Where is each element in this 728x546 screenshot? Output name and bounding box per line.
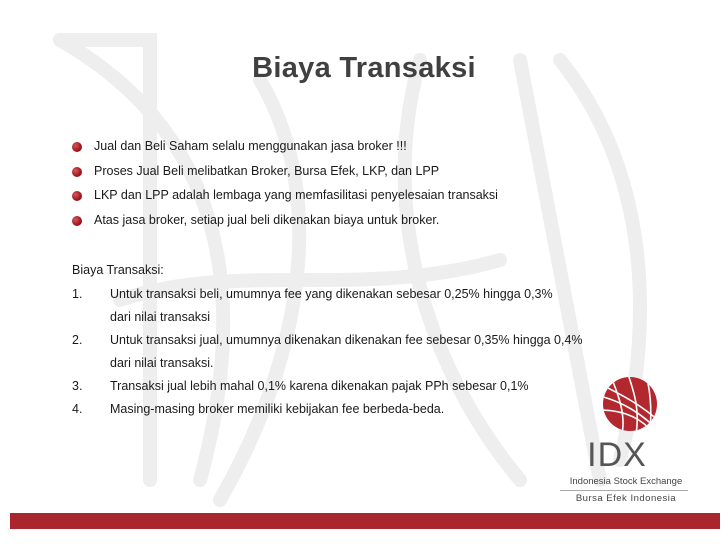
- item-number: 2.: [72, 333, 83, 347]
- section-heading: Biaya Transaksi:: [72, 263, 164, 277]
- item-number: 1.: [72, 287, 83, 301]
- bullet-dot-icon: [72, 142, 82, 152]
- item-text-line: Untuk transaksi jual, umumnya dikenakan dikenakan fee sebesar 0,35% hingga 0,4%: [110, 333, 583, 347]
- bullet-item: [72, 134, 498, 159]
- bullet-dot-icon: [72, 167, 82, 177]
- logo-subtitle: Bursa Efek Indonesia: [575, 493, 677, 504]
- bullet-item: [72, 159, 498, 184]
- bullet-dot-icon: [72, 216, 82, 226]
- footer-bar: [10, 513, 720, 529]
- idx-logo: [552, 374, 702, 504]
- item-text-line: Masing-masing broker memiliki kebijakan fee berbeda-beda.: [110, 402, 445, 416]
- bullet-text: Jual dan Beli Saham selalu menggunakan jasa broker !!!: [94, 139, 407, 153]
- item-text-line: dari nilai transaksi: [110, 310, 211, 324]
- bullet-list: [72, 134, 498, 232]
- item-text-line: Transaksi jual lebih mahal 0,1% karena dikenakan pajak PPh sebesar 0,1%: [110, 379, 529, 393]
- logo-tagline: Indonesia Stock Exchange: [569, 476, 683, 487]
- bullet-item: [72, 183, 498, 208]
- item-number: 3.: [72, 379, 83, 393]
- bullet-item: [72, 208, 498, 233]
- idx-emblem-icon: [600, 374, 660, 434]
- logo-wordmark: IDX: [587, 436, 647, 474]
- bullet-text: Atas jasa broker, setiap jual beli dikenakan biaya untuk broker.: [94, 212, 440, 227]
- bullet-text: Proses Jual Beli melibatkan Broker, Bursa Efek, LKP, dan LPP: [94, 163, 440, 178]
- numbered-item: [72, 329, 650, 375]
- bullet-text: LKP dan LPP adalah lembaga yang memfasilitasi penyelesaian transaksi: [94, 188, 498, 202]
- bullet-dot-icon: [72, 191, 82, 201]
- logo-divider: [560, 490, 688, 491]
- item-number: 4.: [72, 402, 83, 416]
- slide-title: Biaya Transaksi: [252, 52, 476, 84]
- item-text-line: dari nilai transaksi.: [110, 356, 214, 370]
- item-text-line: Untuk transaksi beli, umumnya fee yang dikenakan sebesar 0,25% hingga 0,3%: [110, 287, 553, 301]
- numbered-item: [72, 283, 650, 329]
